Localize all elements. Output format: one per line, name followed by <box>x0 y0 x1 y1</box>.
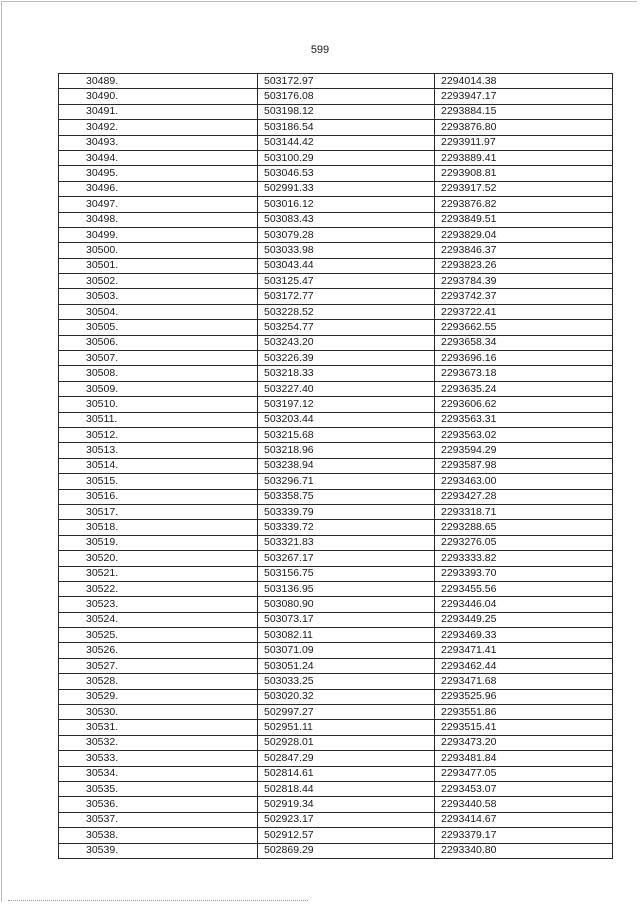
table-row <box>59 735 613 750</box>
point-number-cell: 30517. <box>59 504 258 519</box>
y-coordinate-cell: 2293318.71 <box>435 504 613 519</box>
x-coordinate-cell: 503043.44 <box>258 258 435 273</box>
point-number-cell: 30536. <box>59 797 258 812</box>
table-row <box>59 458 613 473</box>
x-coordinate-cell: 502847.29 <box>258 751 435 766</box>
y-coordinate-cell: 2293876.82 <box>435 197 613 212</box>
table-row <box>59 612 613 627</box>
y-coordinate-cell: 2293876.80 <box>435 120 613 135</box>
point-number-cell: 30529. <box>59 689 258 704</box>
point-number-cell: 30525. <box>59 628 258 643</box>
y-coordinate-cell: 2293551.86 <box>435 705 613 720</box>
coordinates-table-body <box>59 74 613 859</box>
table-row <box>59 289 613 304</box>
point-number-cell: 30491. <box>59 104 258 119</box>
coordinates-table <box>58 73 613 859</box>
table-row <box>59 720 613 735</box>
point-number-cell: 30538. <box>59 828 258 843</box>
table-row <box>59 566 613 581</box>
x-coordinate-cell: 503080.90 <box>258 597 435 612</box>
table-row <box>59 489 613 504</box>
y-coordinate-cell: 2293453.07 <box>435 781 613 796</box>
x-coordinate-cell: 503033.98 <box>258 243 435 258</box>
point-number-cell: 30504. <box>59 304 258 319</box>
table-row <box>59 828 613 843</box>
y-coordinate-cell: 2293911.97 <box>435 135 613 150</box>
y-coordinate-cell: 2293846.37 <box>435 243 613 258</box>
y-coordinate-cell: 2293477.05 <box>435 766 613 781</box>
x-coordinate-cell: 503238.94 <box>258 458 435 473</box>
table-row <box>59 427 613 442</box>
point-number-cell: 30532. <box>59 735 258 750</box>
point-number-cell: 30508. <box>59 366 258 381</box>
table-row <box>59 366 613 381</box>
x-coordinate-cell: 503033.25 <box>258 674 435 689</box>
y-coordinate-cell: 2293473.20 <box>435 735 613 750</box>
bottom-rule <box>8 900 308 901</box>
y-coordinate-cell: 2293849.51 <box>435 212 613 227</box>
point-number-cell: 30539. <box>59 843 258 858</box>
point-number-cell: 30531. <box>59 720 258 735</box>
table-row <box>59 197 613 212</box>
x-coordinate-cell: 503172.77 <box>258 289 435 304</box>
table-row <box>59 443 613 458</box>
table-row <box>59 351 613 366</box>
point-number-cell: 30534. <box>59 766 258 781</box>
point-number-cell: 30516. <box>59 489 258 504</box>
point-number-cell: 30503. <box>59 289 258 304</box>
point-number-cell: 30533. <box>59 751 258 766</box>
x-coordinate-cell: 503243.20 <box>258 335 435 350</box>
x-coordinate-cell: 503125.47 <box>258 274 435 289</box>
y-coordinate-cell: 2293722.41 <box>435 304 613 319</box>
x-coordinate-cell: 503267.17 <box>258 551 435 566</box>
x-coordinate-cell: 503358.75 <box>258 489 435 504</box>
table-row <box>59 812 613 827</box>
table-row <box>59 258 613 273</box>
y-coordinate-cell: 2293471.68 <box>435 674 613 689</box>
y-coordinate-cell: 2293276.05 <box>435 535 613 550</box>
y-coordinate-cell: 2293462.44 <box>435 658 613 673</box>
y-coordinate-cell: 2293587.98 <box>435 458 613 473</box>
point-number-cell: 30513. <box>59 443 258 458</box>
x-coordinate-cell: 503100.29 <box>258 150 435 165</box>
x-coordinate-cell: 502919.34 <box>258 797 435 812</box>
point-number-cell: 30506. <box>59 335 258 350</box>
y-coordinate-cell: 2293340.80 <box>435 843 613 858</box>
y-coordinate-cell: 2293594.29 <box>435 443 613 458</box>
x-coordinate-cell: 502869.29 <box>258 843 435 858</box>
point-number-cell: 30522. <box>59 581 258 596</box>
y-coordinate-cell: 2293481.84 <box>435 751 613 766</box>
table-row <box>59 643 613 658</box>
point-number-cell: 30519. <box>59 535 258 550</box>
table-row <box>59 689 613 704</box>
y-coordinate-cell: 2293917.52 <box>435 181 613 196</box>
x-coordinate-cell: 503218.96 <box>258 443 435 458</box>
y-coordinate-cell: 2293635.24 <box>435 381 613 396</box>
table-row <box>59 227 613 242</box>
point-number-cell: 30515. <box>59 474 258 489</box>
point-number-cell: 30528. <box>59 674 258 689</box>
table-row <box>59 166 613 181</box>
point-number-cell: 30518. <box>59 520 258 535</box>
x-coordinate-cell: 503156.75 <box>258 566 435 581</box>
point-number-cell: 30509. <box>59 381 258 396</box>
table-row <box>59 274 613 289</box>
x-coordinate-cell: 503073.17 <box>258 612 435 627</box>
table-row <box>59 705 613 720</box>
point-number-cell: 30489. <box>59 74 258 89</box>
table-row <box>59 243 613 258</box>
x-coordinate-cell: 503215.68 <box>258 427 435 442</box>
point-number-cell: 30523. <box>59 597 258 612</box>
x-coordinate-cell: 503254.77 <box>258 320 435 335</box>
page-number: 599 <box>310 44 330 56</box>
y-coordinate-cell: 2293288.65 <box>435 520 613 535</box>
point-number-cell: 30512. <box>59 427 258 442</box>
x-coordinate-cell: 502912.57 <box>258 828 435 843</box>
y-coordinate-cell: 2293563.02 <box>435 427 613 442</box>
point-number-cell: 30492. <box>59 120 258 135</box>
y-coordinate-cell: 2293784.39 <box>435 274 613 289</box>
y-coordinate-cell: 2293414.67 <box>435 812 613 827</box>
table-row <box>59 212 613 227</box>
point-number-cell: 30535. <box>59 781 258 796</box>
y-coordinate-cell: 2293606.62 <box>435 397 613 412</box>
y-coordinate-cell: 2293658.34 <box>435 335 613 350</box>
x-coordinate-cell: 502991.33 <box>258 181 435 196</box>
table-row <box>59 751 613 766</box>
x-coordinate-cell: 503079.28 <box>258 227 435 242</box>
table-row <box>59 628 613 643</box>
point-number-cell: 30514. <box>59 458 258 473</box>
point-number-cell: 30520. <box>59 551 258 566</box>
y-coordinate-cell: 2293829.04 <box>435 227 613 242</box>
x-coordinate-cell: 502814.61 <box>258 766 435 781</box>
table-row <box>59 658 613 673</box>
x-coordinate-cell: 502951.11 <box>258 720 435 735</box>
y-coordinate-cell: 2293427.28 <box>435 489 613 504</box>
x-coordinate-cell: 503046.53 <box>258 166 435 181</box>
point-number-cell: 30510. <box>59 397 258 412</box>
table-row <box>59 135 613 150</box>
x-coordinate-cell: 503144.42 <box>258 135 435 150</box>
table-row <box>59 304 613 319</box>
y-coordinate-cell: 2293333.82 <box>435 551 613 566</box>
point-number-cell: 30498. <box>59 212 258 227</box>
y-coordinate-cell: 2293662.55 <box>435 320 613 335</box>
y-coordinate-cell: 2293379.17 <box>435 828 613 843</box>
y-coordinate-cell: 2293947.17 <box>435 89 613 104</box>
point-number-cell: 30537. <box>59 812 258 827</box>
x-coordinate-cell: 503172.97 <box>258 74 435 89</box>
x-coordinate-cell: 503226.39 <box>258 351 435 366</box>
table-row <box>59 843 613 858</box>
x-coordinate-cell: 503296.71 <box>258 474 435 489</box>
table-row <box>59 504 613 519</box>
table-row <box>59 89 613 104</box>
table-row <box>59 320 613 335</box>
table-row <box>59 674 613 689</box>
point-number-cell: 30490. <box>59 89 258 104</box>
table-row <box>59 397 613 412</box>
y-coordinate-cell: 2293673.18 <box>435 366 613 381</box>
x-coordinate-cell: 502928.01 <box>258 735 435 750</box>
table-row <box>59 535 613 550</box>
x-coordinate-cell: 503218.33 <box>258 366 435 381</box>
x-coordinate-cell: 503227.40 <box>258 381 435 396</box>
x-coordinate-cell: 503186.54 <box>258 120 435 135</box>
table-row <box>59 381 613 396</box>
point-number-cell: 30500. <box>59 243 258 258</box>
x-coordinate-cell: 503083.43 <box>258 212 435 227</box>
point-number-cell: 30505. <box>59 320 258 335</box>
x-coordinate-cell: 503016.12 <box>258 197 435 212</box>
y-coordinate-cell: 2293742.37 <box>435 289 613 304</box>
table-row <box>59 581 613 596</box>
y-coordinate-cell: 2293440.58 <box>435 797 613 812</box>
point-number-cell: 30521. <box>59 566 258 581</box>
table-row <box>59 150 613 165</box>
y-coordinate-cell: 2293449.25 <box>435 612 613 627</box>
y-coordinate-cell: 2293471.41 <box>435 643 613 658</box>
y-coordinate-cell: 2294014.38 <box>435 74 613 89</box>
y-coordinate-cell: 2293823.26 <box>435 258 613 273</box>
y-coordinate-cell: 2293515.41 <box>435 720 613 735</box>
x-coordinate-cell: 502818.44 <box>258 781 435 796</box>
table-row <box>59 412 613 427</box>
point-number-cell: 30497. <box>59 197 258 212</box>
point-number-cell: 30496. <box>59 181 258 196</box>
x-coordinate-cell: 503197.12 <box>258 397 435 412</box>
y-coordinate-cell: 2293469.33 <box>435 628 613 643</box>
table-row <box>59 74 613 89</box>
point-number-cell: 30527. <box>59 658 258 673</box>
table-row <box>59 766 613 781</box>
point-number-cell: 30502. <box>59 274 258 289</box>
x-coordinate-cell: 503082.11 <box>258 628 435 643</box>
y-coordinate-cell: 2293463.00 <box>435 474 613 489</box>
table-row <box>59 120 613 135</box>
point-number-cell: 30511. <box>59 412 258 427</box>
table-row <box>59 474 613 489</box>
table-row <box>59 181 613 196</box>
x-coordinate-cell: 503071.09 <box>258 643 435 658</box>
point-number-cell: 30494. <box>59 150 258 165</box>
y-coordinate-cell: 2293889.41 <box>435 150 613 165</box>
x-coordinate-cell: 503203.44 <box>258 412 435 427</box>
x-coordinate-cell: 503176.08 <box>258 89 435 104</box>
table-row <box>59 104 613 119</box>
table-row <box>59 597 613 612</box>
point-number-cell: 30493. <box>59 135 258 150</box>
x-coordinate-cell: 503020.32 <box>258 689 435 704</box>
x-coordinate-cell: 503228.52 <box>258 304 435 319</box>
y-coordinate-cell: 2293696.16 <box>435 351 613 366</box>
table-row <box>59 335 613 350</box>
x-coordinate-cell: 503198.12 <box>258 104 435 119</box>
y-coordinate-cell: 2293525.96 <box>435 689 613 704</box>
table-row <box>59 797 613 812</box>
point-number-cell: 30495. <box>59 166 258 181</box>
point-number-cell: 30526. <box>59 643 258 658</box>
x-coordinate-cell: 502923.17 <box>258 812 435 827</box>
table-row <box>59 520 613 535</box>
point-number-cell: 30499. <box>59 227 258 242</box>
y-coordinate-cell: 2293563.31 <box>435 412 613 427</box>
x-coordinate-cell: 503339.72 <box>258 520 435 535</box>
point-number-cell: 30501. <box>59 258 258 273</box>
point-number-cell: 30524. <box>59 612 258 627</box>
point-number-cell: 30507. <box>59 351 258 366</box>
y-coordinate-cell: 2293455.56 <box>435 581 613 596</box>
x-coordinate-cell: 503321.83 <box>258 535 435 550</box>
y-coordinate-cell: 2293884.15 <box>435 104 613 119</box>
y-coordinate-cell: 2293446.04 <box>435 597 613 612</box>
point-number-cell: 30530. <box>59 705 258 720</box>
table-row <box>59 551 613 566</box>
x-coordinate-cell: 503136.95 <box>258 581 435 596</box>
y-coordinate-cell: 2293908.81 <box>435 166 613 181</box>
x-coordinate-cell: 503051.24 <box>258 658 435 673</box>
y-coordinate-cell: 2293393.70 <box>435 566 613 581</box>
x-coordinate-cell: 502997.27 <box>258 705 435 720</box>
table-row <box>59 781 613 796</box>
x-coordinate-cell: 503339.79 <box>258 504 435 519</box>
